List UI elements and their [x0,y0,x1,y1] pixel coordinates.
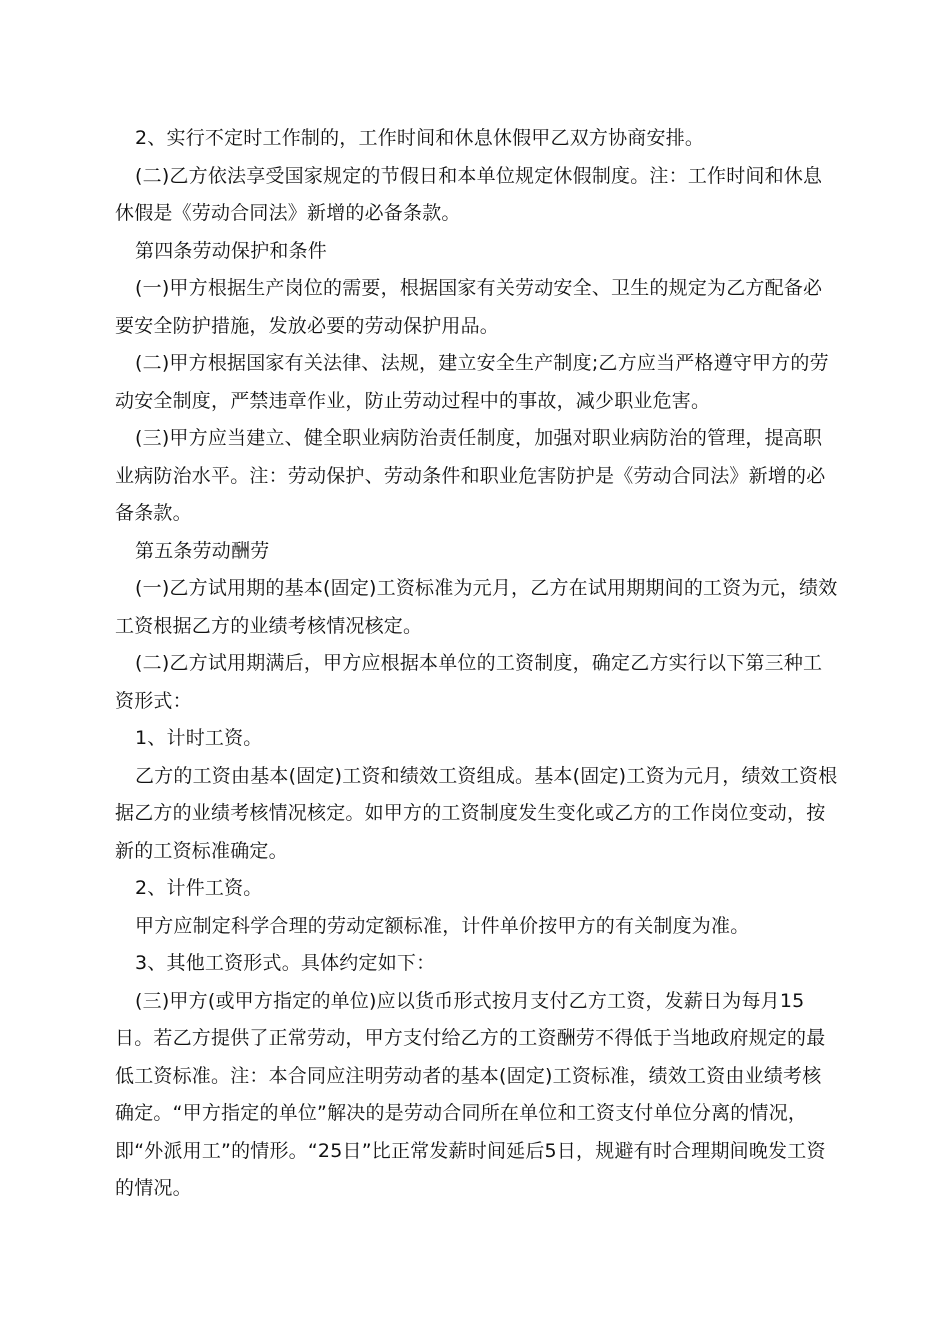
paragraph-time-wage-body: 乙方的工资由基本(固定)工资和绩效工资组成。基本(固定)工资为元月，绩效工资根据乙方的业绩考核情况核定。如甲方的工资制度发生变化或乙方的工作岗位变动，按新的工资标准确定。 [115,764,838,862]
paragraph-pay-2: (二)乙方试用期满后，甲方应根据本单位的工资制度，确定乙方实行以下第三种工资形式： [115,652,823,712]
paragraph-protection-1: (一)甲方根据生产岗位的需要，根据国家有关劳动安全、卫生的规定为乙方配备必要安全防护措施，发放必要的劳动保护用品。 [115,277,823,337]
paragraph-time-wage-title: 1、计时工资。 [135,727,263,749]
section-heading-article-5: 第五条劳动酬劳 [135,539,270,562]
section-heading-article-4: 第四条劳动保护和条件 [135,239,328,262]
paragraph-holidays: (二)乙方依法享受国家规定的节假日和本单位规定休假制度。注：工作时间和休息休假是《劳动合同法》新增的必备条款。 [115,164,823,224]
paragraph-piece-wage-body: 甲方应制定科学合理的劳动定额标准，计件单价按甲方的有关制度为准。 [135,914,750,937]
document-body [115,120,840,1208]
paragraph-pay-3: (三)甲方(或甲方指定的单位)应以货币形式按月支付乙方工资，发薪日为每月15日。若乙方提供了正常劳动，甲方支付给乙方的工资酬劳不得低于当地政府规定的最低工资标准。注：本合同应注明劳动者的基本(固定)工资标准，绩效工资由业绩考核确定。“甲方指定的单位”解决的是劳动合同所在单位和工资支付单位分离的情况，即“外派用工”的情形。“25日”比正常发薪时间延后5日，规避有时合理期间晚发工资的情况。 [115,989,826,1199]
paragraph-protection-2: (二)甲方根据国家有关法律、法规，建立安全生产制度;乙方应当严格遵守甲方的劳动安全制度，严禁违章作业，防止劳动过程中的事故，减少职业危害。 [115,352,829,412]
paragraph-other-wage-title: 3、其他工资形式。具体约定如下： [135,952,436,974]
paragraph-piece-wage-title: 2、计件工资。 [135,877,263,899]
paragraph-protection-3: (三)甲方应当建立、健全职业病防治责任制度，加强对职业病防治的管理，提高职业病防治水平。注：劳动保护、劳动条件和职业危害防护是《劳动合同法》新增的必备条款。 [115,427,826,524]
paragraph-working-hours-item-2: 2、实行不定时工作制的，工作时间和休息休假甲乙双方协商安排。 [135,127,705,149]
paragraph-pay-1: (一)乙方试用期的基本(固定)工资标准为元月，乙方在试用期期间的工资为元，绩效工资根据乙方的业绩考核情况核定。 [115,577,838,637]
